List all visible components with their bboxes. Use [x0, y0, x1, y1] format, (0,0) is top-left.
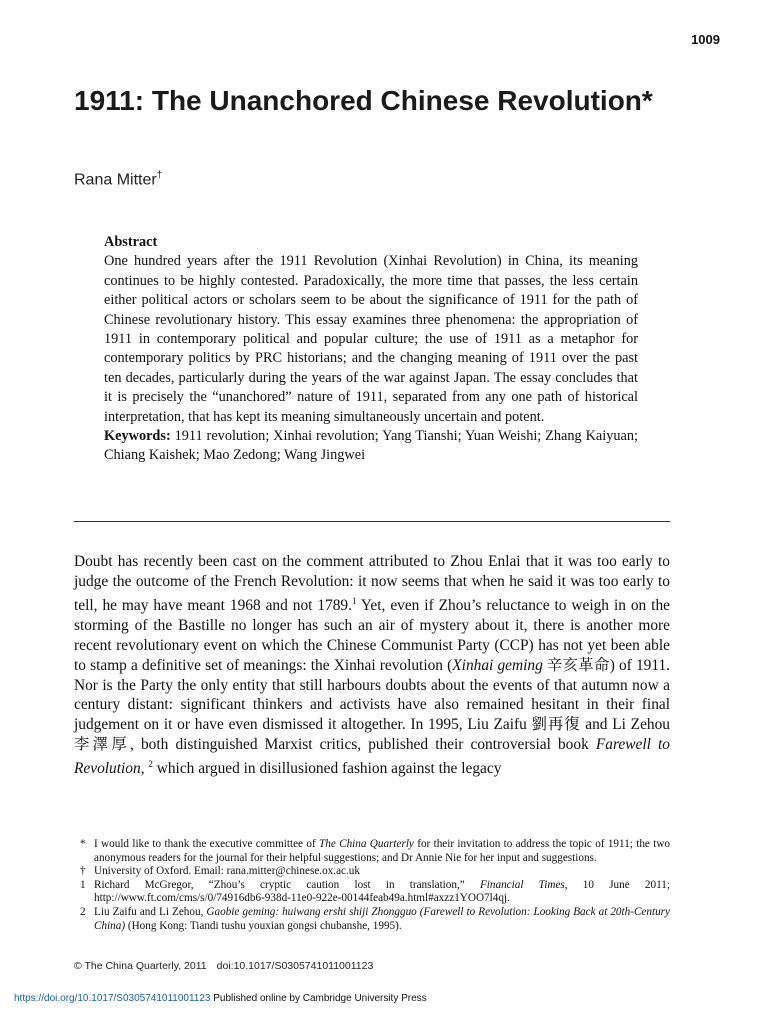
chinese-characters: 辛亥革命: [542, 656, 610, 674]
abstract-text: One hundred years after the 1911 Revolution (Xinhai Revolution) in China, its meaning continues to be highly contested. Paradoxically, the more time that passes, the less certain either political actors or scholars seem to be about the significance of 1911 for the path of Chinese revolutionary history. This essay examines three phenomena: the appropriation of 1911 in contemporary political and popular culture; the use of 1911 as a metaphor for contemporary politics by PRC historians; and the changing meaning of 1911 over the past ten decades, particularly during the years of the war against Japan. The essay concludes that it is precisely the “unanchored” nature of 1911, separated from any one path of historical interpretation, that has kept its meaning simultaneously uncertain and potent.: [104, 253, 638, 425]
page-number: 1009: [691, 32, 720, 47]
footnote-ref-2[interactable]: 2: [148, 759, 153, 770]
author-name: Rana Mitter: [74, 171, 157, 189]
journal-name: The China Quarterly: [319, 838, 414, 850]
footnote-text: Richard McGregor, “Zhou’s cryptic caution lost in translation,”: [94, 878, 480, 891]
footnote-2: [80, 906, 670, 933]
copyright-text: © The China Quarterly, 2011: [74, 960, 207, 972]
footnote-affiliation: [80, 865, 670, 879]
footnote-mark: 1: [80, 878, 86, 891]
footnote-text: , 10 June 2011; http://www.ft.com/cms/s/0/74916db6-938d-11e0-922e-00144feab49a.html#axzz1YOO7l4qj.: [94, 878, 670, 905]
footnote-mark: †: [80, 865, 86, 878]
term-xinhai-geming: Xinhai geming: [452, 656, 543, 674]
footnote-text: (Hong Kong: Tiandi tushu youxian gongsi chubanshe, 1995).: [125, 919, 402, 932]
author-affiliation-mark: †: [156, 170, 163, 181]
abstract-heading: Abstract: [104, 234, 158, 250]
keywords-line: [104, 427, 638, 466]
footnote-1: [80, 879, 670, 906]
body-text-part: Yet, even if Zhou’s reluctance to weigh in on the storming of the Bastille no longer has such an air of mystery about it, there is another more recent revolutionary event on which the Chinese Communist Party (CCP) has not yet been able to stamp a definitive set of meanings: the Xinhai revolution (: [74, 596, 670, 674]
publication-footer: [14, 993, 427, 1004]
footnote-text: University of Oxford. Email: rana.mitter@chinese.ox.ac.uk: [94, 865, 360, 878]
footnote-text: for their invitation to address the topic of 1911; the two anonymous readers for the journal for their helpful suggestions; and Dr Annie Nie for her input and suggestions.: [94, 838, 670, 864]
source-name: Financial Times: [479, 878, 565, 891]
body-text-part: Doubt has recently been cast on the comment attributed to Zhou Enlai that it was too early to judge the outcome of the French Revolution: it now seems that when he said it was too early to tell, he may have meant 1968 and not 1789.: [74, 553, 670, 614]
footnote-ref-1[interactable]: 1: [351, 595, 357, 606]
footnote-mark: *: [80, 838, 86, 850]
footnote-text: Liu Zaifu and Li Zehou,: [94, 905, 207, 918]
footnote-acknowledgement: [80, 838, 670, 865]
publication-note: Published online by Cambridge University Press: [210, 993, 427, 1004]
copyright-line: [74, 960, 373, 972]
article-title: 1911: The Unanchored Chinese Revolution*: [74, 85, 653, 116]
body-text-part: which argued in disillusioned fashion against the legacy: [156, 760, 502, 778]
section-divider: [74, 521, 670, 522]
footnote-mark: 2: [80, 905, 86, 918]
book-title: Gaobie geming: huiwang ershi shiji Zhongguo (Farewell to Revolution: Looking Back at 20th-Century China): [94, 905, 670, 932]
body-text-part: ,: [140, 760, 149, 778]
abstract-section: [104, 233, 638, 466]
book-title-farewell: Farewell to Revolution: [74, 736, 670, 778]
footnotes: [80, 838, 670, 933]
doi-link[interactable]: https://doi.org/10.1017/S0305741011001123: [14, 993, 211, 1004]
body-paragraph: [74, 552, 670, 779]
body-text-part: ) of 1911. Nor is the Party the only entity that still harbours doubts about the events of that autumn now a century distant: significant thinkers and activists have also remained hesitant in their final judgement on it or have even dismissed it altogether. In 1995, Liu Zaifu 劉再復 and Li Zehou 李澤厚, both distinguished Marxist critics, published their controversial book: [74, 656, 671, 754]
footnote-text: I would like to thank the executive committee of: [94, 838, 319, 850]
copyright-doi: doi:10.1017/S0305741011001123: [216, 960, 374, 972]
keywords-label: Keywords:: [104, 428, 171, 445]
author-line: [74, 170, 162, 189]
keywords-list: 1911 revolution; Xinhai revolution; Yang Tianshi; Yuan Weishi; Zhang Kaiyuan; Chiang Kaishek; Mao Zedong; Wang Jingwei: [104, 428, 638, 464]
